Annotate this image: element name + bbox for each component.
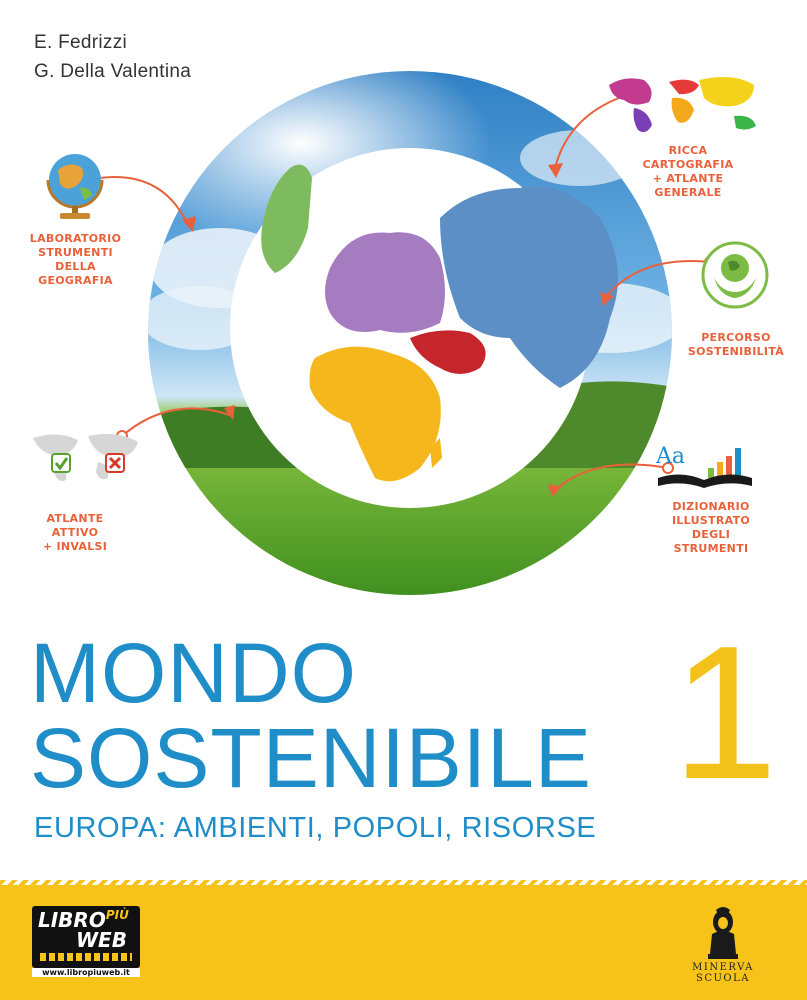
volume-number: 1 [672,607,778,819]
arrow-sostenibilita [605,261,710,298]
minerva-emblem [706,906,740,960]
subtitle: EUROPA: AMBIENTI, POPOLI, RISORSE [34,812,597,844]
feature-sostenibilita: PERCORSO SOSTENIBILITÀ [687,331,785,358]
logo-text-piu: PIÙ [105,908,129,922]
feature-cartografia: RICCA CARTOGRAFIA + ATLANTE GENERALE [642,144,734,199]
publisher-name: MINERVA SCUOLA [692,962,754,984]
earth-in-hands-icon [700,240,770,310]
feature-atlante: ATLANTE ATTIVO + INVALSI [42,512,108,553]
feature-laboratorio: LABORATORIO STRUMENTI DELLA GEOGRAFIA [29,232,122,287]
open-book-chart-icon [656,440,756,490]
world-map-icon [604,70,764,140]
author-2: G. Della Valentina [34,61,192,82]
libropiuweb-logo [32,906,140,976]
logo-text-libro: LIBRO [38,908,106,932]
check-cross-map-icon [28,428,148,488]
author-1: E. Fedrizzi [34,32,128,53]
arrow-dizionario [555,464,668,490]
logo-text-web: WEB [76,928,127,952]
aa-glyph: Aa [656,444,686,469]
globe-icon [40,148,110,223]
title-line-2: SOSTENIBILE [30,711,592,805]
publisher-logo [668,906,778,986]
title-line-1: MONDO [30,626,357,720]
logo-url: www.libropiuweb.it [32,968,140,977]
feature-dizionario: DIZIONARIO ILLUSTRATO DEGLI STRUMENTI [671,500,751,555]
